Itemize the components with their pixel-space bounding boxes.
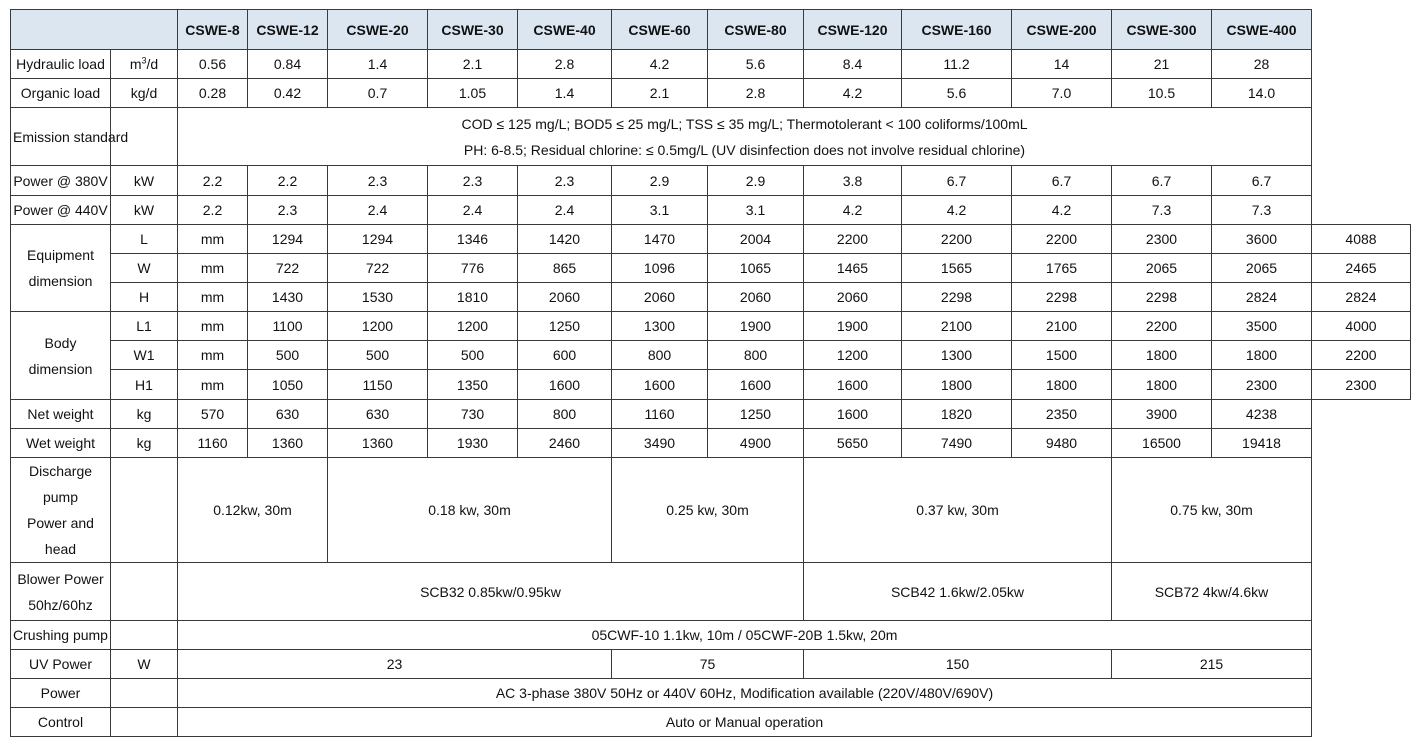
emission-line-2: PH: 6-8.5; Residual chlorine: ≤ 0.5mg/L (UV disinfection does not involve residual chlorine): [463, 141, 1026, 158]
value-cell: 21: [1112, 50, 1212, 79]
emission-standard-cell: [178, 108, 1312, 166]
label-line: Discharge pump: [28, 463, 93, 505]
value-cell: 1300: [612, 312, 708, 341]
model-header: CSWE-60: [612, 10, 708, 50]
value-cell: 500: [428, 341, 518, 370]
value-cell: 1.4: [328, 50, 428, 79]
label-line: Power and head: [27, 515, 94, 557]
body-l1-row: [11, 312, 1411, 341]
value-cell: 0.28: [178, 79, 248, 108]
value-cell: 1096: [612, 254, 708, 283]
value-cell: 5.6: [708, 50, 804, 79]
row-label: Control: [11, 708, 111, 737]
value-cell: 1294: [248, 225, 328, 254]
unit-cell: [111, 679, 178, 708]
group-value-cell: 0.18 kw, 30m: [328, 458, 612, 563]
row-label: Emission standard: [11, 108, 111, 166]
unit-cell: kW: [111, 166, 178, 196]
value-cell: 2.4: [518, 196, 612, 225]
value-cell: 6.7: [902, 166, 1012, 196]
equipment-h-row: [11, 283, 1411, 312]
unit-cell: mm: [178, 225, 248, 254]
value-cell: 1200: [428, 312, 518, 341]
model-header: CSWE-160: [902, 10, 1012, 50]
model-header: CSWE-20: [328, 10, 428, 50]
value-cell: 1160: [612, 400, 708, 429]
group-value-cell: 75: [612, 650, 804, 679]
sub-label: W1: [111, 341, 178, 370]
value-cell: 1800: [902, 370, 1012, 400]
value-cell: 1100: [248, 312, 328, 341]
body-w1-row: [11, 341, 1411, 370]
label-line: dimension: [28, 273, 93, 289]
value-cell: 1765: [1012, 254, 1112, 283]
value-cell: 2.2: [178, 196, 248, 225]
value-cell: 3.8: [804, 166, 902, 196]
value-cell: 600: [518, 341, 612, 370]
label-line: Equipment: [27, 247, 94, 263]
value-cell: 570: [178, 400, 248, 429]
value-cell: 1360: [248, 429, 328, 458]
unit-cell: W: [111, 650, 178, 679]
value-cell: 7490: [902, 429, 1012, 458]
control-row: [11, 708, 1411, 737]
value-cell: 1350: [428, 370, 518, 400]
row-label: Wet weight: [11, 429, 111, 458]
value-cell: 6.7: [1212, 166, 1312, 196]
value-cell: 1420: [518, 225, 612, 254]
value-cell: 1810: [428, 283, 518, 312]
value-cell: 19418: [1212, 429, 1312, 458]
value-cell: 2824: [1312, 283, 1411, 312]
value-cell: 1530: [328, 283, 428, 312]
crushing-pump-value: 05CWF-10 1.1kw, 10m / 05CWF-20B 1.5kw, 20m: [178, 621, 1312, 650]
organic-load-row: [11, 79, 1411, 108]
sub-label: L1: [111, 312, 178, 341]
group-value-cell: SCB72 4kw/4.6kw: [1112, 563, 1312, 621]
value-cell: 14: [1012, 50, 1112, 79]
unit-cell: mm: [178, 283, 248, 312]
value-cell: 2060: [708, 283, 804, 312]
value-cell: 2065: [1212, 254, 1312, 283]
value-cell: 2298: [1012, 283, 1112, 312]
value-cell: 7.3: [1212, 196, 1312, 225]
unit-cell: [111, 50, 178, 79]
control-value: Auto or Manual operation: [178, 708, 1312, 737]
header-blank-cell: [11, 10, 178, 50]
value-cell: 800: [612, 341, 708, 370]
value-cell: 800: [518, 400, 612, 429]
model-header: CSWE-40: [518, 10, 612, 50]
value-cell: 4000: [1312, 312, 1411, 341]
value-cell: 2.9: [612, 166, 708, 196]
value-cell: 2200: [1112, 312, 1212, 341]
value-cell: 1600: [708, 370, 804, 400]
value-cell: 4088: [1312, 225, 1411, 254]
label-line: dimension: [28, 360, 93, 377]
sub-label: H: [111, 283, 178, 312]
emission-line-1: COD ≤ 125 mg/L; BOD5 ≤ 25 mg/L; TSS ≤ 35 mg/L; Thermotolerant < 100 coliforms/100mL: [461, 115, 1028, 132]
value-cell: 2.3: [428, 166, 518, 196]
net-weight-row: [11, 400, 1411, 429]
value-cell: 2.2: [248, 166, 328, 196]
value-cell: 2060: [518, 283, 612, 312]
value-cell: 4900: [708, 429, 804, 458]
value-cell: 4.2: [902, 196, 1012, 225]
unit-cell: mm: [178, 370, 248, 400]
row-label: UV Power: [11, 650, 111, 679]
label-line: Blower Power: [17, 570, 104, 587]
power-440v-row: [11, 196, 1411, 225]
value-cell: 16500: [1112, 429, 1212, 458]
unit-cell: mm: [178, 341, 248, 370]
value-cell: 800: [708, 341, 804, 370]
equipment-l-row: [11, 225, 1411, 254]
group-value-cell: 0.25 kw, 30m: [612, 458, 804, 563]
value-cell: 722: [248, 254, 328, 283]
row-label: Hydraulic load: [11, 50, 111, 79]
model-header: CSWE-120: [804, 10, 902, 50]
value-cell: 7.3: [1112, 196, 1212, 225]
unit-cell: kg: [111, 400, 178, 429]
value-cell: 2.2: [178, 166, 248, 196]
value-cell: 4.2: [1012, 196, 1112, 225]
value-cell: 2298: [902, 283, 1012, 312]
value-cell: 9480: [1012, 429, 1112, 458]
unit-cell: kg: [111, 429, 178, 458]
label-line: Body: [44, 334, 77, 351]
value-cell: 1565: [902, 254, 1012, 283]
value-cell: 1800: [1112, 341, 1212, 370]
value-cell: 776: [428, 254, 518, 283]
value-cell: 3600: [1212, 225, 1312, 254]
value-cell: 3.1: [612, 196, 708, 225]
value-cell: 1800: [1112, 370, 1212, 400]
value-cell: 2824: [1212, 283, 1312, 312]
value-cell: 722: [328, 254, 428, 283]
value-cell: 1800: [1012, 370, 1112, 400]
discharge-pump-label: [11, 458, 111, 563]
crushing-pump-row: [11, 621, 1411, 650]
model-header: CSWE-400: [1212, 10, 1312, 50]
value-cell: 1150: [328, 370, 428, 400]
model-header: CSWE-200: [1012, 10, 1112, 50]
sub-label: W: [111, 254, 178, 283]
unit-exponent: 3: [141, 55, 147, 66]
group-value-cell: 23: [178, 650, 612, 679]
value-cell: 1346: [428, 225, 518, 254]
value-cell: 730: [428, 400, 518, 429]
sub-label: L: [111, 225, 178, 254]
value-cell: 28: [1212, 50, 1312, 79]
value-cell: 630: [248, 400, 328, 429]
value-cell: 1930: [428, 429, 518, 458]
value-cell: 7.0: [1012, 79, 1112, 108]
value-cell: 1.4: [518, 79, 612, 108]
value-cell: 2.3: [328, 166, 428, 196]
unit-cell: mm: [178, 312, 248, 341]
blower-power-label: [11, 563, 111, 621]
value-cell: 2300: [1112, 225, 1212, 254]
value-cell: 0.7: [328, 79, 428, 108]
value-cell: 1160: [178, 429, 248, 458]
group-value-cell: 150: [804, 650, 1112, 679]
value-cell: 2.4: [428, 196, 518, 225]
group-value-cell: 215: [1112, 650, 1312, 679]
value-cell: 2350: [1012, 400, 1112, 429]
discharge-pump-row: [11, 458, 1411, 563]
value-cell: 2.8: [518, 50, 612, 79]
value-cell: 2.4: [328, 196, 428, 225]
value-cell: 1050: [248, 370, 328, 400]
value-cell: 3900: [1112, 400, 1212, 429]
value-cell: 14.0: [1212, 79, 1312, 108]
row-label: Net weight: [11, 400, 111, 429]
model-header: CSWE-300: [1112, 10, 1212, 50]
group-value-cell: 0.37 kw, 30m: [804, 458, 1112, 563]
row-label: Power: [11, 679, 111, 708]
value-cell: 4.2: [612, 50, 708, 79]
row-label: Power @ 440V: [11, 196, 111, 225]
group-value-cell: 0.75 kw, 30m: [1112, 458, 1312, 563]
value-cell: 6.7: [1012, 166, 1112, 196]
value-cell: 2100: [1012, 312, 1112, 341]
power-value: AC 3-phase 380V 50Hz or 440V 60Hz, Modification available (220V/480V/690V): [178, 679, 1312, 708]
body-dimension-label: [11, 312, 111, 400]
value-cell: 0.42: [248, 79, 328, 108]
value-cell: 1900: [708, 312, 804, 341]
value-cell: 1250: [518, 312, 612, 341]
unit-cell: [111, 708, 178, 737]
power-row: [11, 679, 1411, 708]
group-value-cell: SCB32 0.85kw/0.95kw: [178, 563, 804, 621]
value-cell: 2.9: [708, 166, 804, 196]
value-cell: 2300: [1212, 370, 1312, 400]
value-cell: 4.2: [804, 196, 902, 225]
model-header: CSWE-12: [248, 10, 328, 50]
unit-tail: /d: [146, 56, 159, 72]
value-cell: 630: [328, 400, 428, 429]
value-cell: 2200: [1012, 225, 1112, 254]
value-cell: 2298: [1112, 283, 1212, 312]
value-cell: 4238: [1212, 400, 1312, 429]
value-cell: 2200: [804, 225, 902, 254]
equipment-dimension-label: [11, 225, 111, 312]
value-cell: 0.84: [248, 50, 328, 79]
value-cell: 2465: [1312, 254, 1411, 283]
value-cell: 1900: [804, 312, 902, 341]
value-cell: 2.1: [612, 79, 708, 108]
uv-power-row: [11, 650, 1411, 679]
value-cell: 2.1: [428, 50, 518, 79]
value-cell: 1294: [328, 225, 428, 254]
model-header: CSWE-8: [178, 10, 248, 50]
unit-cell: [111, 621, 178, 650]
unit-base: m: [129, 56, 142, 72]
spec-table: [10, 9, 1411, 737]
value-cell: 500: [248, 341, 328, 370]
value-cell: 1500: [1012, 341, 1112, 370]
value-cell: 2.3: [518, 166, 612, 196]
unit-cell: kW: [111, 196, 178, 225]
value-cell: 2004: [708, 225, 804, 254]
value-cell: 2300: [1312, 370, 1411, 400]
unit-cell: kg/d: [111, 79, 178, 108]
blower-power-row: [11, 563, 1411, 621]
row-label: Crushing pump: [11, 621, 111, 650]
value-cell: 2200: [1312, 341, 1411, 370]
value-cell: 1600: [804, 400, 902, 429]
value-cell: 1600: [612, 370, 708, 400]
value-cell: 1600: [518, 370, 612, 400]
value-cell: 2460: [518, 429, 612, 458]
group-value-cell: 0.12kw, 30m: [178, 458, 328, 563]
value-cell: 2065: [1112, 254, 1212, 283]
value-cell: 2100: [902, 312, 1012, 341]
hydraulic-load-row: [11, 50, 1411, 79]
unit-cell: [111, 458, 178, 563]
equipment-w-row: [11, 254, 1411, 283]
value-cell: 10.5: [1112, 79, 1212, 108]
value-cell: 865: [518, 254, 612, 283]
group-value-cell: SCB42 1.6kw/2.05kw: [804, 563, 1112, 621]
value-cell: 1200: [804, 341, 902, 370]
power-380v-row: [11, 166, 1411, 196]
value-cell: 1360: [328, 429, 428, 458]
value-cell: 2060: [612, 283, 708, 312]
value-cell: 0.56: [178, 50, 248, 79]
value-cell: 2.8: [708, 79, 804, 108]
model-header: CSWE-80: [708, 10, 804, 50]
model-header: CSWE-30: [428, 10, 518, 50]
value-cell: 8.4: [804, 50, 902, 79]
value-cell: 6.7: [1112, 166, 1212, 196]
emission-standard-row: [11, 108, 1411, 166]
label-line: 50hz/60hz: [28, 596, 93, 613]
value-cell: 5.6: [902, 79, 1012, 108]
row-label: Organic load: [11, 79, 111, 108]
sub-label: H1: [111, 370, 178, 400]
body-h1-row: [11, 370, 1411, 400]
value-cell: 11.2: [902, 50, 1012, 79]
unit-cell: [111, 563, 178, 621]
value-cell: 1430: [248, 283, 328, 312]
value-cell: 1200: [328, 312, 428, 341]
value-cell: 1600: [804, 370, 902, 400]
value-cell: 1800: [1212, 341, 1312, 370]
value-cell: 2060: [804, 283, 902, 312]
value-cell: 1300: [902, 341, 1012, 370]
value-cell: 2.3: [248, 196, 328, 225]
value-cell: 3500: [1212, 312, 1312, 341]
unit-cell: mm: [178, 254, 248, 283]
value-cell: 3490: [612, 429, 708, 458]
value-cell: 1465: [804, 254, 902, 283]
value-cell: 1820: [902, 400, 1012, 429]
value-cell: 3.1: [708, 196, 804, 225]
value-cell: 1470: [612, 225, 708, 254]
value-cell: 1.05: [428, 79, 518, 108]
value-cell: 1250: [708, 400, 804, 429]
row-label: Power @ 380V: [11, 166, 111, 196]
value-cell: 5650: [804, 429, 902, 458]
wet-weight-row: [11, 429, 1411, 458]
value-cell: 500: [328, 341, 428, 370]
value-cell: 1065: [708, 254, 804, 283]
value-cell: 2200: [902, 225, 1012, 254]
header-row: [11, 10, 1411, 50]
value-cell: 4.2: [804, 79, 902, 108]
